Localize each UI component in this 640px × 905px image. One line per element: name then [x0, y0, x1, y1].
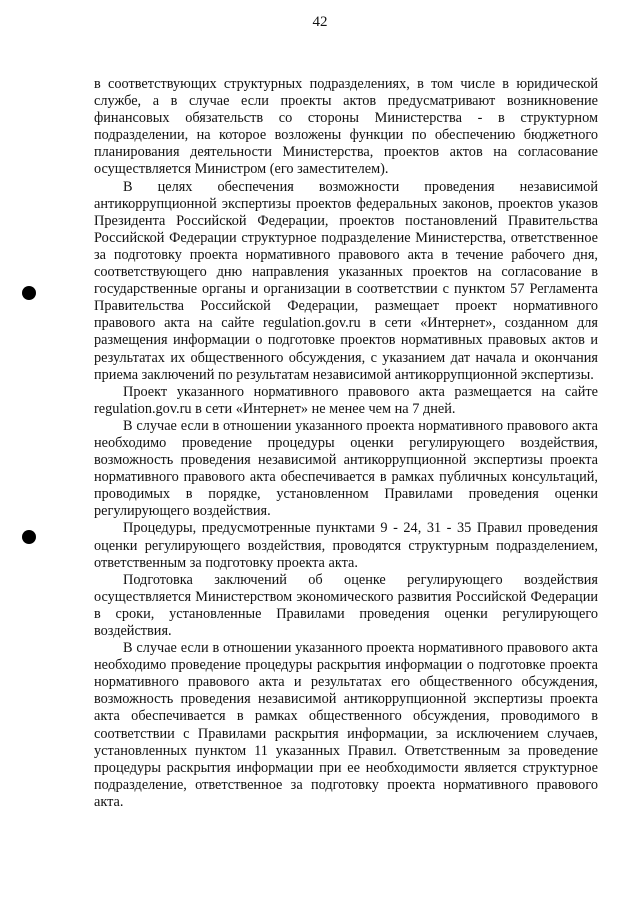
- punch-hole: [22, 530, 36, 544]
- document-body: [94, 76, 598, 811]
- paragraph-continuation: в соответствующих структурных подразделениях, в том числе в юридической службе, а в случае если проекты актов предусматривают возникновение финансовых обязательств со стороны Министерства - в структурном подразделении, на которое возложены функции по обеспечению бюджетного планирования деятельности Министерства, проектов актов на согласование осуществляется Министром (его заместителем).: [94, 76, 598, 178]
- paragraph-information-disclosure: В случае если в отношении указанного проекта нормативного правового акта необходимо проведение процедуры раскрытия информации о подготовке проекта нормативного правового акта и результатах его общественного обсуждения, возможность проведения независимой антикоррупционной экспертизы проекта акта обеспечивается в рамках общественного обсуждения, проводимого в соответствии с Правилами раскрытия информации, за исключением случаев, установленных пунктом 11 указанных Правил. Ответственным за проведение процедуры раскрытия информации при ее необходимости является структурное подразделение, ответственное за подготовку проекта нормативного правового акта.: [94, 640, 598, 810]
- paragraph-regulatory-impact: В случае если в отношении указанного проекта нормативного правового акта необходимо проведение процедуры оценки регулирующего воздействия, возможность проведения независимой антикоррупционной экспертизы проекта нормативного правового акта обеспечивается в рамках публичных консультаций, проводимых в порядке, установленном Правилами проведения оценки регулирующего воздействия.: [94, 417, 598, 520]
- page-number: 42: [312, 14, 328, 30]
- paragraph-conclusions: Подготовка заключений об оценке регулирующего воздействия осуществляется Министерством экономического развития Российской Федерации в сроки, установленные Правилами проведения оценки регулирующего воздействия.: [94, 571, 598, 639]
- paragraph-procedures: Процедуры, предусмотренные пунктами 9 - 24, 31 - 35 Правил проведения оценки регулирующего воздействия, проводятся структурным подразделением, ответственным за подготовку проекта акта.: [94, 520, 598, 571]
- paragraph-anticorruption-expertise: В целях обеспечения возможности проведения независимой антикоррупционной экспертизы проектов федеральных законов, проектов указов Президента Российской Федерации, проектов постановлений Правительства Российской Федерации структурное подразделение Министерства, ответственное за подготовку проекта нормативного правового акта в течение рабочего дня, соответствующего дню направления указанных проектов на согласование в государственные органы и организации в соответствии с пунктом 57 Регламента Правительства Российской Федерации, размещает проект нормативного правового акта на сайте regulation.gov.ru в сети «Интернет», созданном для размещения информации о подготовке проектов нормативных правовых актов и результатах их общественного обсуждения, с указанием дат начала и окончания приема заключений по результатам независимой антикоррупционной экспертизы.: [94, 178, 598, 383]
- punch-hole: [22, 286, 36, 300]
- paragraph-publication-term: Проект указанного нормативного правового акта размещается на сайте regulation.gov.ru в сети «Интернет» не менее чем на 7 дней.: [94, 383, 598, 417]
